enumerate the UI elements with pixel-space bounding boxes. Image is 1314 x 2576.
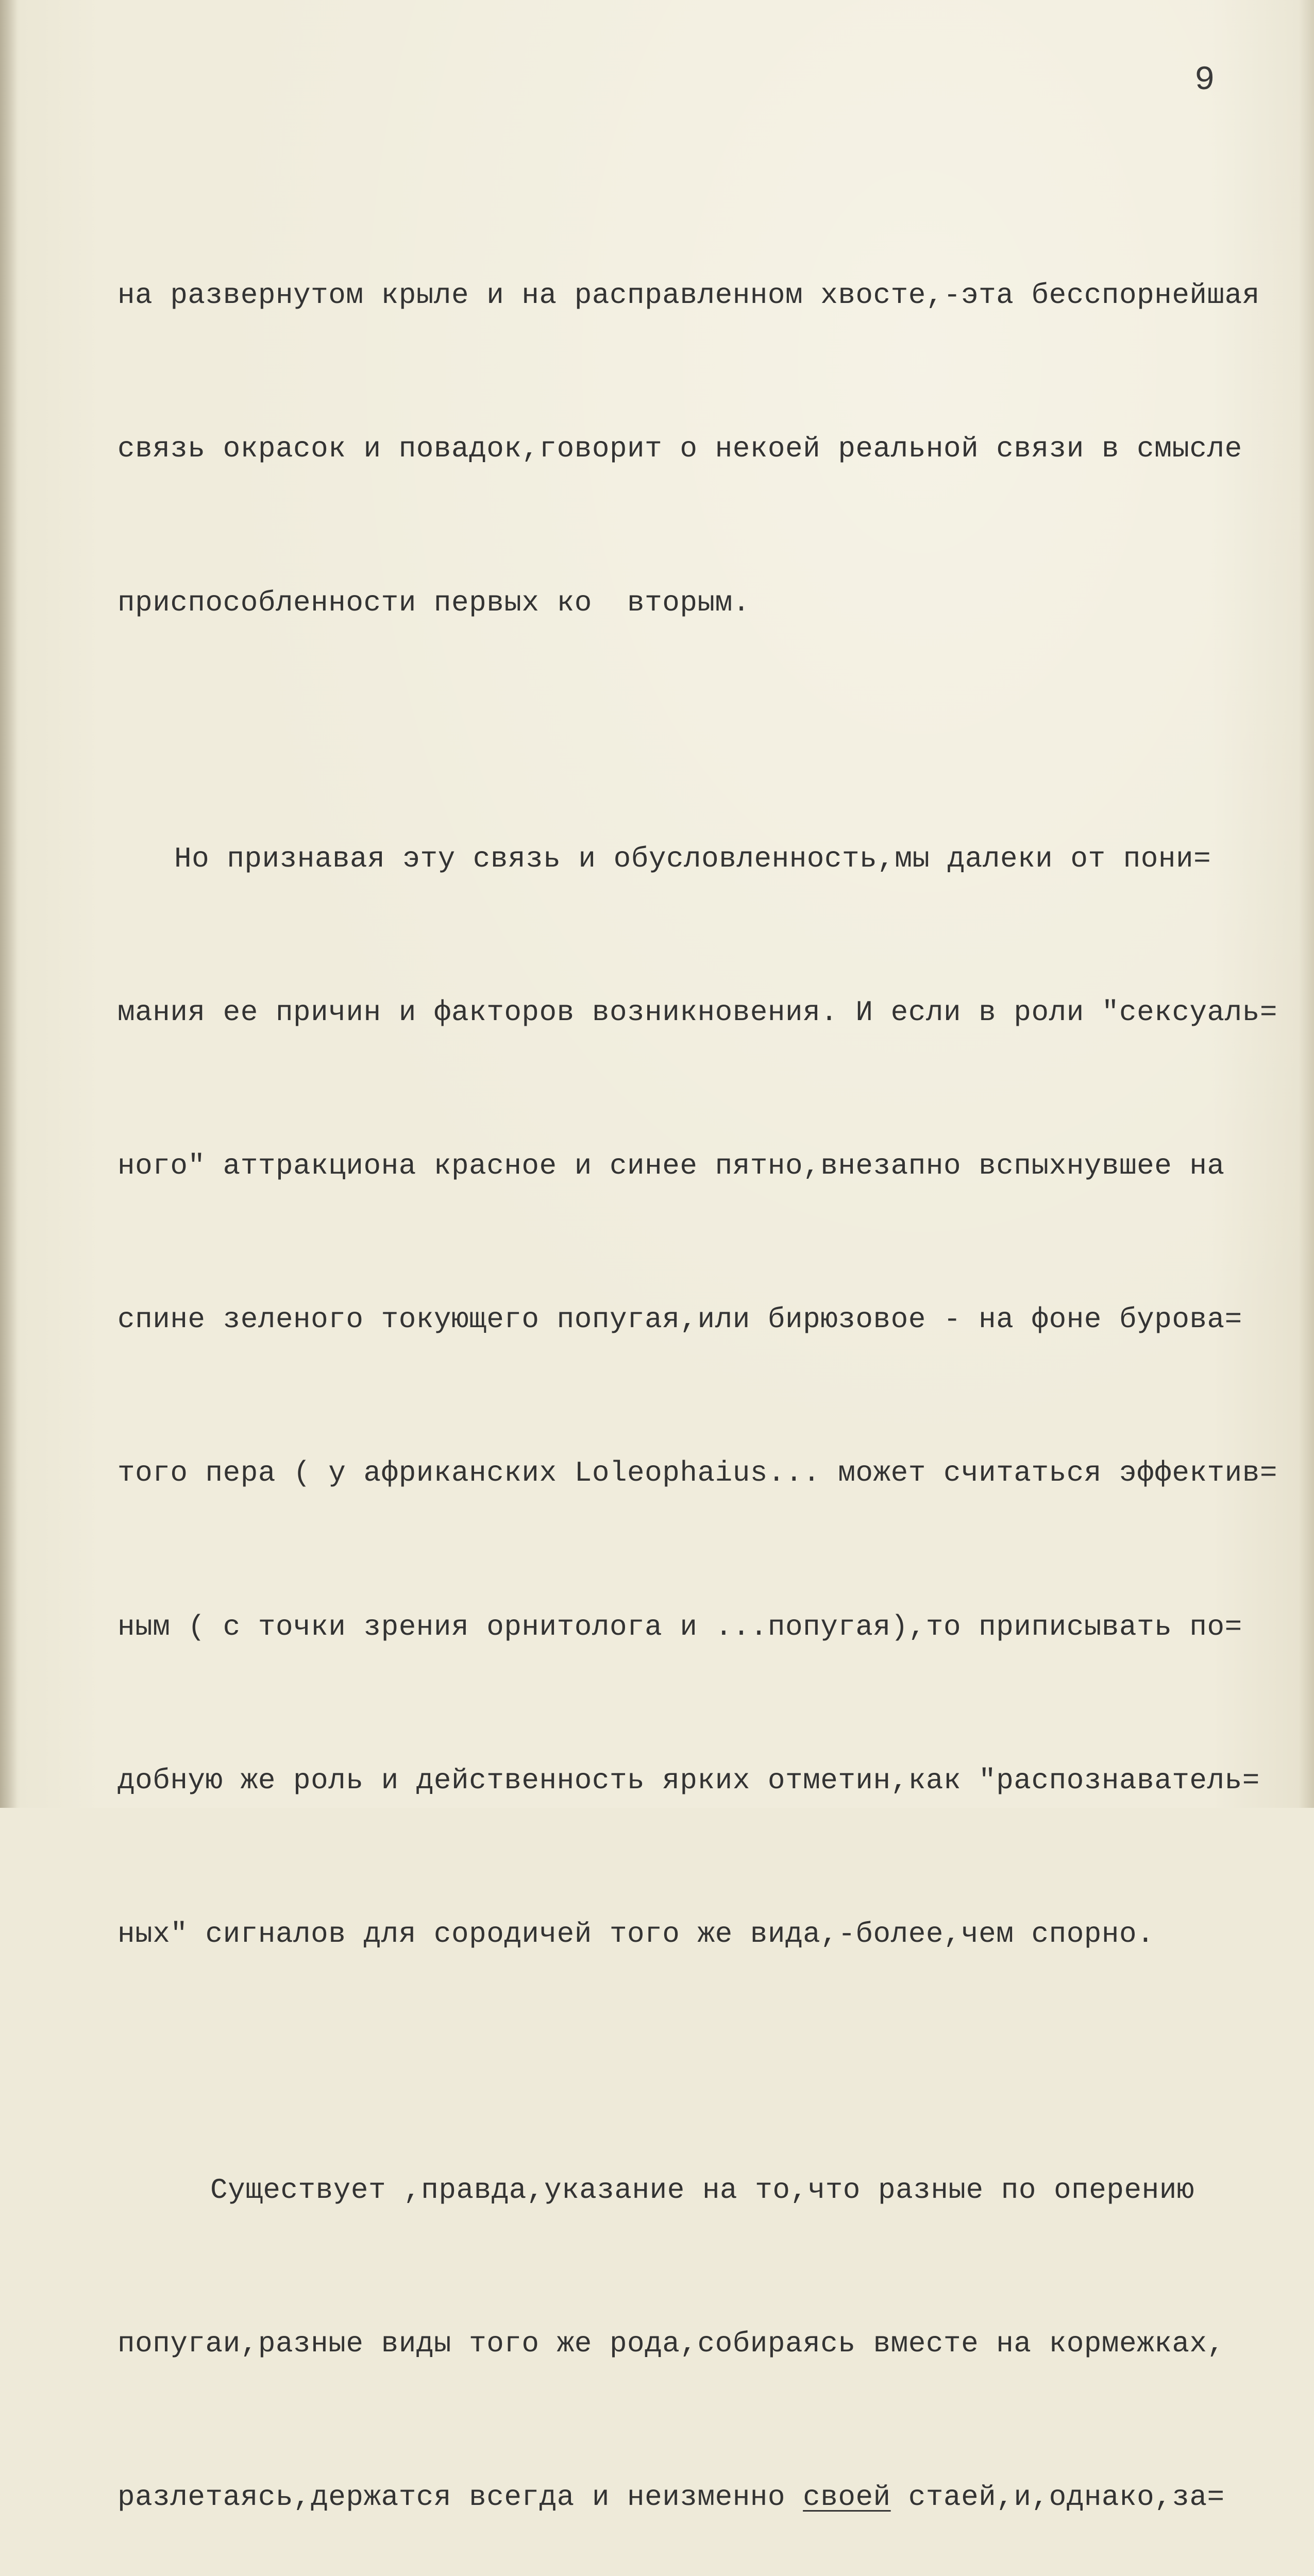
- text-segment: стаей,и,однако,за=: [890, 2481, 1225, 2514]
- text-segment: того пера ( у африканских Loleophaius... может считаться эффектив=: [117, 1456, 1277, 1490]
- text-line: [0, 1294, 1314, 1345]
- text-segment: [117, 2472, 1225, 2523]
- text-segment: Но признавая эту связь и обусловленность,мы далеки от пони=: [174, 842, 1211, 875]
- text-segment: ных" сигналов для сородичей того же вида,-более,чем спорно.: [117, 1918, 1155, 1951]
- text-line: [0, 270, 1314, 321]
- text-line: [0, 1602, 1314, 1653]
- text-line: [0, 423, 1314, 474]
- text-segment: ного" аттракциона красное и синее пятно,внезапно вспыхнувшее на: [117, 1149, 1225, 1183]
- page-number: 9: [1194, 61, 1215, 99]
- text-segment: Существует ,правда,указание на то,что разные по оперению: [210, 2174, 1194, 2207]
- text-line: [0, 578, 1314, 629]
- text-segment: разлетаясь,держатся всегда и неизменно: [117, 2481, 803, 2514]
- text-line: [0, 2472, 1314, 2523]
- text-segment: мания ее причин и факторов возникновения. И если в роли "сексуаль=: [117, 995, 1277, 1029]
- underlined-word: своей: [803, 2481, 891, 2514]
- text-segment: добную же роль и действенность ярких отметин,как "распознаватель=: [117, 1764, 1260, 1797]
- typewritten-text-body: [0, 116, 1314, 2576]
- text-line: [0, 834, 1314, 885]
- text-segment: приспособленности первых ко вторым.: [117, 586, 750, 619]
- text-line: [0, 2318, 1314, 2369]
- text-segment: связь окрасок и повадок,говорит о некоей реальной связи в смысле: [117, 432, 1242, 466]
- text-segment: ным ( с точки зрения орнитолога и ...попугая),то приписывать по=: [117, 1610, 1242, 1643]
- text-line: [0, 1909, 1314, 1960]
- text-segment: спине зеленого токующего попугая,или бирюзовое - на фоне бурова=: [117, 1303, 1242, 1336]
- text-line: [0, 987, 1314, 1038]
- text-line: [0, 1141, 1314, 1192]
- text-line: [0, 1755, 1314, 1806]
- text-line: [0, 1448, 1314, 1499]
- text-line: [0, 2165, 1314, 2216]
- text-segment: на развернутом крыле и на расправленном хвосте,-эта бесспорнейшая: [117, 279, 1260, 312]
- text-segment: попугаи,разные виды того же рода,собираясь вместе на кормежках,: [117, 2327, 1225, 2361]
